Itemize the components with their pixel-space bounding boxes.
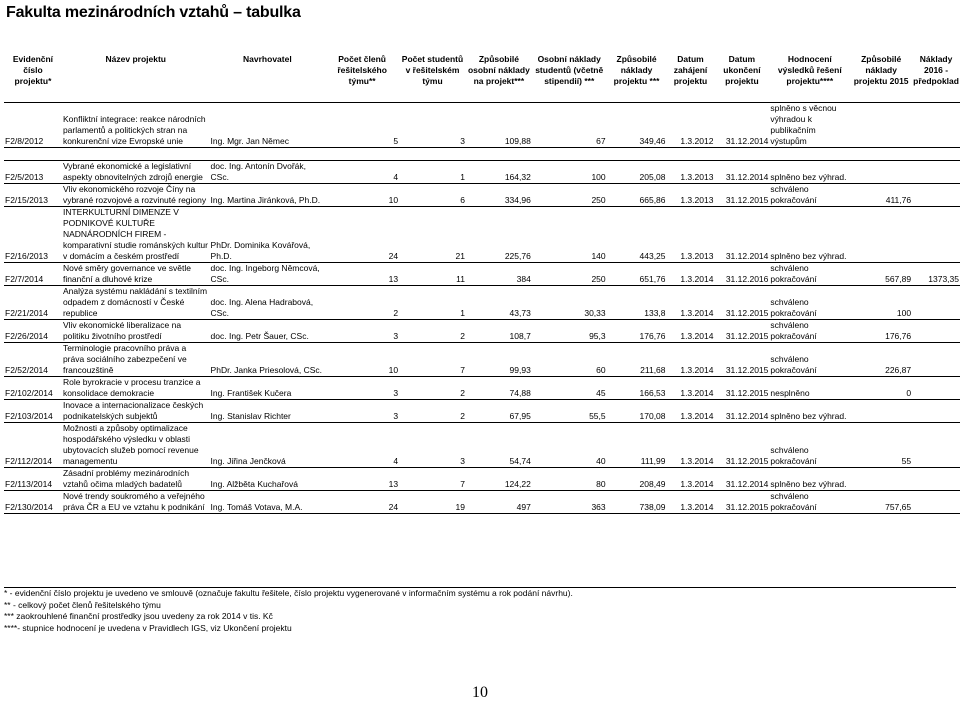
table-cell-costs2016 (912, 377, 960, 400)
table-cell-costs2016 (912, 207, 960, 263)
table-cell-name: Inovace a internacionalizace českých podnikatelských subjektů (62, 400, 210, 423)
table-cell-evaluation: schváleno pokračování (769, 320, 850, 343)
table-cell-costs2016 (912, 423, 960, 468)
footnote: * - evidenční číslo projektu je uvedeno ve smlouvě (označuje fakultu řešitele, číslo projektu vygenerované v informačním systému a rok podání návrhu). (4, 588, 573, 598)
table-row (4, 468, 960, 491)
table-cell-name: Terminologie pracovního práva a práva sociálního zabezpečení ve francouzštině (62, 343, 210, 377)
table-cell-start: 1.3.2014 (667, 491, 715, 514)
table-row (4, 343, 960, 377)
table-cell-author: Ing. Martina Jiránková, Ph.D. (210, 184, 326, 207)
table-cell-costs2016 (912, 161, 960, 184)
header-cell: Evidenční číslo projektu* (4, 54, 62, 103)
table-cell-members: 4 (325, 423, 399, 468)
table-cell-start: 1.3.2014 (667, 286, 715, 320)
table-row (4, 377, 960, 400)
table-cell-start: 1.3.2012 (667, 103, 715, 148)
table-cell-end: 31.12.2015 (714, 423, 769, 468)
table-cell-costs2016: 1373,35 (912, 263, 960, 286)
table-cell-author: doc. Ing. Ingeborg Němcová, CSc. (210, 263, 326, 286)
table-cell-student-costs: 250 (532, 263, 607, 286)
spacer-cell (4, 148, 960, 161)
table-cell-personal: 108,7 (466, 320, 532, 343)
table-row (4, 491, 960, 514)
table-cell-members: 10 (325, 184, 399, 207)
table-cell-start: 1.3.2013 (667, 207, 715, 263)
table-cell-evaluation: schváleno pokračování (769, 286, 850, 320)
table-cell-costs2015: 176,76 (850, 320, 912, 343)
table-cell-costs2015 (850, 400, 912, 423)
table-cell-personal: 43,73 (466, 286, 532, 320)
table-cell-id: F2/130/2014 (4, 491, 62, 514)
table-cell-id: F2/102/2014 (4, 377, 62, 400)
page-title: Fakulta mezinárodních vztahů – tabulka (6, 4, 301, 21)
table-cell-evaluation: nesplněno (769, 377, 850, 400)
table-cell-author: PhDr. Dominika Kovářová, Ph.D. (210, 207, 326, 263)
table-cell-evaluation: splněno bez výhrad. (769, 207, 850, 263)
table-cell-eligible: 738,09 (607, 491, 667, 514)
table-cell-members: 4 (325, 161, 399, 184)
table-cell-name: Zásadní problémy mezinárodních vztahů očima mladých badatelů (62, 468, 210, 491)
header-cell: Osobní náklady studentů (včetně stipendií) *** (532, 54, 607, 103)
table-cell-eligible: 170,08 (607, 400, 667, 423)
table-cell-author: doc. Ing. Alena Hadrabová, CSc. (210, 286, 326, 320)
table-cell-student-costs: 30,33 (532, 286, 607, 320)
table-cell-start: 1.3.2013 (667, 184, 715, 207)
table-cell-costs2015: 55 (850, 423, 912, 468)
table-cell-author: PhDr. Janka Priesolová, CSc. (210, 343, 326, 377)
table-row (4, 184, 960, 207)
footnote: ****- stupnice hodnocení je uvedena v Pravidlech IGS, viz Ukončení projektu (4, 622, 292, 633)
table-row (4, 207, 960, 263)
table-cell-students: 1 (399, 161, 466, 184)
table-cell-personal: 54,74 (466, 423, 532, 468)
table-cell-costs2015: 411,76 (850, 184, 912, 207)
table-cell-author: Ing. Jiřina Jenčková (210, 423, 326, 468)
table-cell-student-costs: 250 (532, 184, 607, 207)
table-cell-id: F2/7/2014 (4, 263, 62, 286)
header-cell: Způsobilé osobní náklady na projekt*** (466, 54, 532, 103)
footnote: *** zaokrouhlené finanční prostředky jsou uvedeny za rok 2014 v tis. Kč (4, 611, 273, 621)
table-cell-students: 19 (399, 491, 466, 514)
table-cell-start: 1.3.2014 (667, 400, 715, 423)
table-cell-name: INTERKULTURNÍ DIMENZE V PODNIKOVÉ KULTUŘE NADNÁRODNÍCH FIREM - komparativní studie románských kultur v domácím a českém prostředí (62, 207, 208, 261)
table-row (4, 161, 960, 184)
table-cell-students: 2 (399, 377, 466, 400)
table-cell-personal: 109,88 (466, 103, 532, 148)
table-cell-evaluation: schváleno pokračování (769, 423, 850, 468)
table-cell-student-costs: 60 (532, 343, 607, 377)
table-cell-evaluation: schváleno pokračování (769, 491, 850, 514)
table-cell-students: 3 (399, 423, 466, 468)
table-cell-personal: 99,93 (466, 343, 532, 377)
table-cell-end: 31.12.2015 (714, 343, 769, 377)
table-cell-students: 2 (399, 320, 466, 343)
table-cell-name: Vliv ekonomické liberalizace na politiku životního prostředí (62, 320, 210, 343)
table-cell-students: 7 (399, 468, 466, 491)
table-cell-name: Nové směry governance ve světle finanční a dluhové krize (62, 263, 210, 286)
table-cell-costs2015 (850, 161, 912, 184)
table-cell-members: 5 (325, 103, 399, 148)
table-cell-end: 31.12.2016 (714, 263, 769, 286)
table-cell-members: 13 (325, 468, 399, 491)
table-cell-costs2016 (912, 103, 960, 148)
table-cell-personal: 334,96 (466, 184, 532, 207)
table-cell-eligible: 651,76 (607, 263, 667, 286)
table-cell-personal: 67,95 (466, 400, 532, 423)
table-cell-name: Role byrokracie v procesu tranzice a konsolidace demokracie (62, 377, 210, 400)
table-cell-student-costs: 100 (532, 161, 607, 184)
table-cell-student-costs: 55,5 (532, 400, 607, 423)
table-cell-members: 3 (325, 400, 399, 423)
header-cell: Datum zahájení projektu (667, 54, 715, 103)
table-cell-members: 2 (325, 286, 399, 320)
table-cell-student-costs: 363 (532, 491, 607, 514)
table-cell-evaluation: splněno bez výhrad. (769, 468, 850, 491)
table-cell-members: 24 (325, 207, 399, 263)
table-cell-author: doc. Ing. Antonín Dvořák, CSc. (210, 161, 326, 184)
table-cell-eligible: 349,46 (607, 103, 667, 148)
table-cell-start: 1.3.2014 (667, 423, 715, 468)
table-spacer-row (4, 148, 960, 161)
table-cell-end: 31.12.2015 (714, 491, 769, 514)
footnotes (4, 587, 956, 634)
table-cell-personal: 497 (466, 491, 532, 514)
table-cell-start: 1.3.2014 (667, 320, 715, 343)
table-cell-eligible: 166,53 (607, 377, 667, 400)
table-cell-name: Vybrané ekonomické a legislativní aspekty obnovitelných zdrojů energie (62, 161, 210, 184)
table-cell-author: Ing. Tomáš Votava, M.A. (210, 491, 326, 514)
table-row (4, 103, 960, 148)
table-cell-personal: 74,88 (466, 377, 532, 400)
table-cell-members: 10 (325, 343, 399, 377)
table-cell-members: 24 (325, 491, 399, 514)
table-cell-end: 31.12.2015 (714, 286, 769, 320)
table-cell-costs2015: 757,65 (850, 491, 912, 514)
table-cell-id: F2/113/2014 (4, 468, 62, 491)
table-cell-name: Možnosti a způsoby optimalizace hospodářského výsledku v oblasti ubytovacích služeb pomocí revenue managementu (62, 423, 210, 468)
table-header-row (4, 54, 960, 103)
table-cell-personal: 164,32 (466, 161, 532, 184)
table-cell-name: Vliv ekonomického rozvoje Číny na vybrané rozvojové a rozvinuté regiony (62, 184, 210, 207)
table-cell-students: 1 (399, 286, 466, 320)
table-cell-evaluation: splněno s věcnou výhradou k publikačním výstupům (769, 103, 850, 148)
table-cell-costs2015: 567,89 (850, 263, 912, 286)
table-cell-start: 1.3.2014 (667, 468, 715, 491)
table-cell-name: Nové trendy soukromého a veřejného práva ČR a EU ve vztahu k podnikání (62, 491, 210, 514)
table-cell-personal: 124,22 (466, 468, 532, 491)
table-cell-end: 31.12.2014 (714, 400, 769, 423)
table-cell-id: F2/112/2014 (4, 423, 62, 468)
table-cell-id: F2/26/2014 (4, 320, 62, 343)
table-cell-end: 31.12.2014 (714, 468, 769, 491)
table-cell-id: F2/16/2013 (4, 207, 62, 263)
table-cell-id: F2/103/2014 (4, 400, 62, 423)
table-cell-student-costs: 40 (532, 423, 607, 468)
table-cell-evaluation: schváleno pokračování (769, 184, 850, 207)
table-cell-costs2016 (912, 468, 960, 491)
table-cell-student-costs: 45 (532, 377, 607, 400)
header-cell: Název projektu (62, 54, 210, 103)
table-cell-name: Konfliktní integrace: reakce národních parlamentů a politických stran na konkurenční vize Evropské unie (62, 103, 210, 148)
table-cell-end: 31.12.2015 (714, 184, 769, 207)
table-cell-students: 2 (399, 400, 466, 423)
table-cell-student-costs: 67 (532, 103, 607, 148)
table-cell-id: F2/52/2014 (4, 343, 62, 377)
projects-table (4, 54, 960, 514)
table-cell-costs2015: 100 (850, 286, 912, 320)
header-cell: Způsobilé náklady projektu 2015 (850, 54, 912, 103)
table-cell-end: 31.12.2014 (714, 103, 769, 148)
table-row (4, 400, 960, 423)
table-cell-evaluation: splněno bez výhrad. (769, 161, 850, 184)
table-row (4, 320, 960, 343)
table-cell-costs2015 (850, 468, 912, 491)
table-cell-student-costs: 140 (532, 207, 607, 263)
table-cell-costs2016 (912, 286, 960, 320)
table-cell-eligible: 205,08 (607, 161, 667, 184)
table-cell-start: 1.3.2013 (667, 161, 715, 184)
table-cell-author: doc. Ing. Petr Šauer, CSc. (210, 320, 326, 343)
table-cell-personal: 384 (466, 263, 532, 286)
table-cell-student-costs: 80 (532, 468, 607, 491)
table-cell-author: Ing. Stanislav Richter (210, 400, 326, 423)
table-cell-name: Analýza systému nakládání s textilním odpadem z domácností v České republice (62, 286, 210, 320)
table-cell-student-costs: 95,3 (532, 320, 607, 343)
table-cell-end: 31.12.2014 (714, 207, 769, 263)
table-cell-id: F2/8/2012 (4, 103, 62, 148)
table-row (4, 286, 960, 320)
table-cell-id: F2/15/2013 (4, 184, 62, 207)
table-cell-costs2015 (850, 103, 912, 148)
table-cell-end: 31.12.2015 (714, 377, 769, 400)
table-cell-members: 13 (325, 263, 399, 286)
table-cell-members: 3 (325, 377, 399, 400)
table-cell-start: 1.3.2014 (667, 343, 715, 377)
table-cell-eligible: 176,76 (607, 320, 667, 343)
table-cell-evaluation: schváleno pokračování (769, 263, 850, 286)
table-row (4, 423, 960, 468)
table-cell-end: 31.12.2014 (714, 161, 769, 184)
table-cell-personal: 225,76 (466, 207, 532, 263)
table-cell-costs2016 (912, 400, 960, 423)
table-cell-eligible: 443,25 (607, 207, 667, 263)
header-cell: Náklady 2016 - předpoklad (912, 54, 960, 103)
table-row (4, 263, 960, 286)
table-cell-costs2015 (850, 207, 912, 263)
table-cell-students: 11 (399, 263, 466, 286)
table-cell-students: 3 (399, 103, 466, 148)
header-cell: Hodnocení výsledků řešení projektu**** (769, 54, 850, 103)
header-cell: Navrhovatel (210, 54, 326, 103)
table-cell-evaluation: splněno bez výhrad. (769, 400, 850, 423)
table-cell-author: Ing. František Kučera (210, 377, 326, 400)
table-cell-costs2015: 226,87 (850, 343, 912, 377)
table-cell-members: 3 (325, 320, 399, 343)
table-cell-evaluation: schváleno pokračování (769, 343, 850, 377)
table-cell-students: 6 (399, 184, 466, 207)
table-cell-eligible: 665,86 (607, 184, 667, 207)
header-cell: Způsobilé náklady projektu *** (607, 54, 667, 103)
table-cell-start: 1.3.2014 (667, 263, 715, 286)
table-cell-students: 21 (399, 207, 466, 263)
table-cell-id: F2/5/2013 (4, 161, 62, 184)
table-cell-students: 7 (399, 343, 466, 377)
table-cell-costs2015: 0 (850, 377, 912, 400)
table-cell-costs2016 (912, 343, 960, 377)
footnote: ** - celkový počet členů řešitelského týmu (4, 599, 161, 610)
table-cell-eligible: 211,68 (607, 343, 667, 377)
table-cell-author: Ing. Alžběta Kuchařová (210, 468, 326, 491)
table-cell-costs2016 (912, 184, 960, 207)
table-cell-id: F2/21/2014 (4, 286, 62, 320)
header-cell: Počet studentů v řešitelském týmu (399, 54, 466, 103)
table-cell-author: Ing. Mgr. Jan Němec (210, 103, 326, 148)
page-number: 10 (472, 684, 488, 701)
table-cell-eligible: 133,8 (607, 286, 667, 320)
table-cell-costs2016 (912, 491, 960, 514)
table-cell-start: 1.3.2014 (667, 377, 715, 400)
table-cell-eligible: 208,49 (607, 468, 667, 491)
table-cell-eligible: 111,99 (607, 423, 667, 468)
header-cell: Datum ukončení projektu (714, 54, 769, 103)
table-cell-costs2016 (912, 320, 960, 343)
header-cell: Počet členů řešitelského týmu** (325, 54, 399, 103)
table-cell-end: 31.12.2015 (714, 320, 769, 343)
